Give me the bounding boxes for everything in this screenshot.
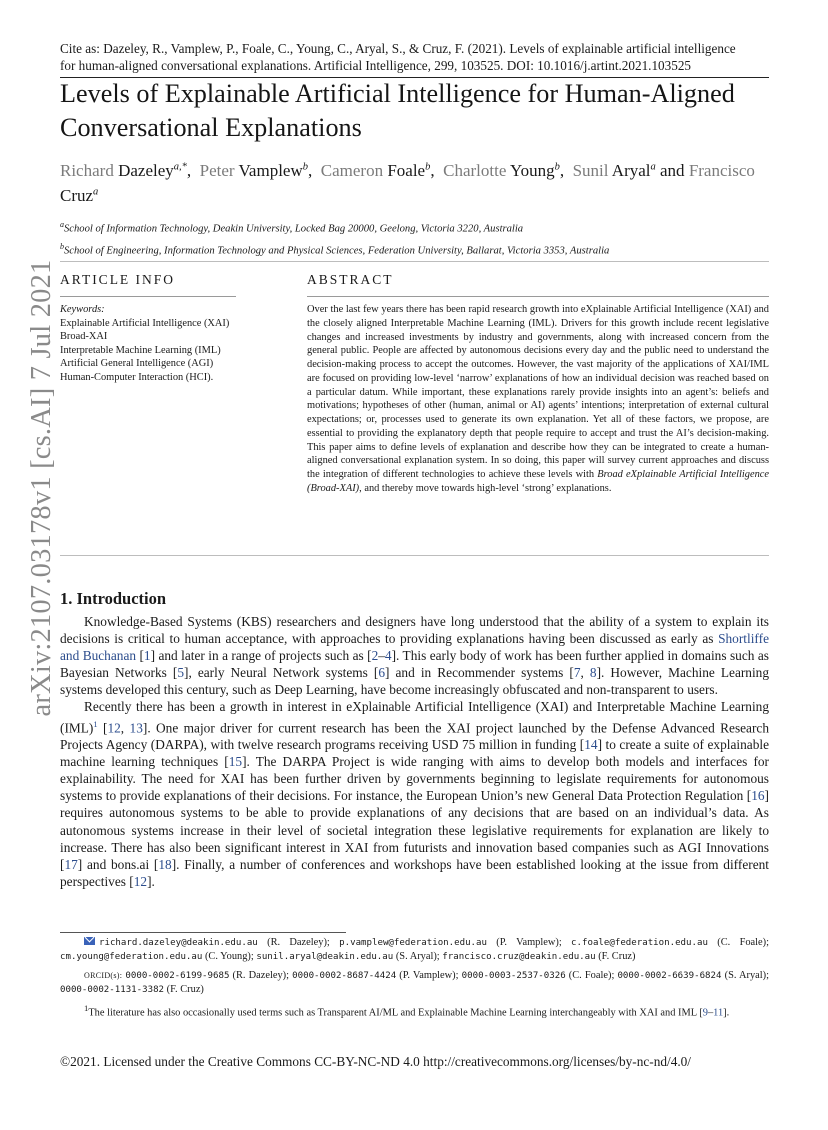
citation-note <box>60 41 770 74</box>
text-run: ] and in Recommender systems [ <box>385 665 574 681</box>
ref-link[interactable]: 12 <box>107 720 121 735</box>
citation-line-2: for human-aligned conversational explanations. Artificial Intelligence, 299, 103525. DOI: 10.1016/j.artint.2021.103525 <box>60 57 692 73</box>
text-run: ]. <box>147 873 155 889</box>
author-first-name: Sunil <box>572 160 609 180</box>
arxiv-stamp-text: arXiv:2107.03178v1 [cs.AI] 7 Jul 2021 <box>26 259 57 717</box>
text-run: , <box>120 720 130 735</box>
affiliation-mark: a <box>60 220 64 229</box>
text-run: – <box>707 1007 714 1019</box>
text-run: ]. Finally, a number of conferences and workshops have been established looking at the issue from different perspectives [ <box>60 856 769 889</box>
keyword-item: Broad-XAI <box>60 331 108 343</box>
keyword-item: Artificial General Intelligence (AGI) <box>60 358 214 370</box>
keyword-item: Explainable Artificial Intelligence (XAI) <box>60 317 230 329</box>
author-separator: , <box>308 160 321 180</box>
affiliation-mark: b <box>60 242 64 252</box>
author-affiliation-mark: b <box>554 161 560 172</box>
email-link[interactable]: p.vamplew@federation.edu.au <box>339 938 487 948</box>
email-owner: (P. Vamplew); <box>486 937 572 948</box>
text-run: [ <box>136 648 144 664</box>
email-owner: (R. Dazeley); <box>257 937 340 948</box>
author-affiliation-mark: b <box>425 161 431 172</box>
ref-link[interactable]: 18 <box>158 856 172 872</box>
ref-link[interactable]: 9 <box>702 1007 708 1019</box>
text-run: [ <box>97 720 108 735</box>
arxiv-stamp[interactable] <box>24 259 60 717</box>
footnote-link[interactable]: 1 <box>93 718 98 729</box>
header-divider <box>60 261 769 262</box>
orcid-id[interactable]: 0000-0002-6639-6824 <box>617 970 722 981</box>
ref-link[interactable]: 11 <box>713 1007 724 1019</box>
author-separator: , <box>186 160 200 180</box>
paragraph <box>60 613 769 698</box>
email-owner: (F. Cruz) <box>595 951 636 963</box>
author-first-name: Charlotte <box>443 160 507 180</box>
orcid-owner: (R. Dazeley); <box>229 969 293 981</box>
keywords-block <box>60 303 270 385</box>
author <box>200 161 321 180</box>
orcid-label: ORCID(s): <box>84 970 123 980</box>
author-affiliation-mark: a <box>650 161 656 172</box>
orcid-id[interactable]: 0000-0002-8687-4424 <box>292 970 397 981</box>
abstract-text-italic: Broad eXplainable Artificial Intelligence (Broad-XAI) <box>307 469 769 494</box>
license-note: ©2021. Licensed under the Creative Commons CC-BY-NC-ND 4.0 http://creativecommons.org/licenses/by-nc-nd/4.0/ <box>60 1054 692 1069</box>
orcid-owner: (F. Cruz) <box>164 984 204 996</box>
keyword-item: Human-Computer Interaction (HCI). <box>60 371 214 383</box>
author-first-name: Richard <box>60 160 114 180</box>
text-run: – <box>378 648 385 664</box>
paper-title: Levels of Explainable Artificial Intelligence for Human-Aligned Conversational Explanations <box>60 79 735 142</box>
affiliation-text: School of Information Technology, Deakin University, Locked Bag 20000, Geelong, Victoria 3220, Australia <box>64 223 524 235</box>
ref-link[interactable]: 7 <box>573 665 581 681</box>
abstract-divider <box>60 555 769 556</box>
orcid-owner: (C. Foale); <box>565 969 618 981</box>
author-first-name: Peter <box>199 160 235 180</box>
envelope-icon <box>84 937 95 945</box>
author-separator: , <box>559 160 573 180</box>
text-run: ] requires autonomous systems to be able to provide explanations of any decisions that are based on an individual’s data. As autonomous systems increase in their level of societal integration these legislative requirements for explanation are likely to increase. There has also been significant interest in XAI from futurists and innovation based companies such as AGI Innovations [ <box>60 788 769 872</box>
author-last-name: Vamplew <box>238 160 303 180</box>
paragraph <box>60 698 769 889</box>
ref-link[interactable]: 8 <box>589 665 597 681</box>
ref-link[interactable]: 1 <box>143 648 151 664</box>
orcid-id[interactable]: 0000-0002-1131-3382 <box>60 985 165 996</box>
ref-link[interactable]: 6 <box>378 665 386 681</box>
author-separator: , <box>430 160 444 180</box>
author-first-name: Cameron <box>320 160 384 180</box>
text-run: ]. One major driver for current research has been the XAI project launched by the Defense Advanced Research Projects Agency (DARPA), with twelve research programs receiving USD 75 million in funding [ <box>60 720 770 753</box>
author <box>60 161 200 180</box>
affiliation-text: School of Engineering, Information Technology and Physical Sciences, Federation University, Ballarat, Victoria 3353, Australia <box>64 245 610 257</box>
author-last-name: Foale <box>387 160 426 180</box>
footnote-1 <box>60 1002 769 1020</box>
introduction-body <box>60 613 769 890</box>
orcid-id[interactable]: 0000-0003-2537-0326 <box>461 970 566 981</box>
email-link[interactable]: sunil.aryal@deakin.edu.au <box>256 952 394 963</box>
text-run: ]. This early body of work has been further applied in domains such as Bayesian Networks [ <box>60 648 769 681</box>
abstract-text: Over the last few years there has been rapid research growth into eXplainable Artificial Intelligence (XAI) and the closely aligned Interpretable Machine Learning (IML). Drivers for this growth include recent legislative changes and increased investments by industry and governments, along with increased concern from the general public. People are affected by autonomous decisions every day and the public need to understand the decision-making process to accept the outcomes. However, the vast majority of the applications of XAI/IML are focused on providing low-level ‘narrow’ explanations of how an individual decision was reached based on a particular datum. While important, these explanations rarely provide insights into an agent’s: beliefs and motivations; hypotheses of other (human, animal or AI) agents’ intentions; interpretation of external cultural expectations; or, processes used to generate its own explanation. Yet all of these factors, we propose, are essential to providing the explanatory depth that people require to accept and trust the AI’s decision-making. This paper aims to define levels of explanation and describe how they can be integrated to create a human-aligned conversational explanation system. In so doing, this paper will survey current approaches and discuss the integration of different technologies to achieve these levels with <box>307 304 769 480</box>
affiliation-b <box>60 238 780 260</box>
author-list <box>60 156 780 206</box>
ref-link[interactable]: 15 <box>228 754 243 770</box>
author <box>573 161 689 180</box>
author-last-name: Dazeley <box>118 160 174 180</box>
author-affiliation-mark: a <box>93 186 99 198</box>
email-link[interactable]: c.foale@federation.edu.au <box>571 938 708 948</box>
email-owner: (S. Aryal); <box>393 951 443 963</box>
keywords-label: Keywords: <box>60 304 105 315</box>
text-run: Recently there has been a growth in interest in eXplainable Artificial Intelligence (XAI) and Interpretable Machine Learning (IML) <box>60 699 769 735</box>
ref-link[interactable]: 12 <box>133 873 148 889</box>
ref-link[interactable]: 13 <box>129 720 143 735</box>
footnotes <box>60 936 769 1024</box>
email-link[interactable]: cm.young@federation.edu.au <box>60 952 203 963</box>
email-link[interactable]: francisco.cruz@deakin.edu.au <box>442 952 596 963</box>
author-last-name: Young <box>510 160 555 180</box>
author <box>321 161 443 180</box>
abstract-heading: ABSTRACT <box>307 272 394 287</box>
abstract-rule <box>307 296 769 297</box>
ref-link[interactable]: 4 <box>384 648 392 664</box>
citation-link[interactable]: Shortliffe and Buchanan <box>60 631 769 664</box>
text-run: ]. The DARPA Project is wide ranging with aims to develop both models and interfaces for explainability. The need for XAI has been further driven by governments beginning to legislate requirements for autonomous systems to provide explanations of their decisions. For instance, the European Union’s new General Data Protection Regulation [ <box>60 754 770 804</box>
email-link[interactable]: richard.dazeley@deakin.edu.au <box>99 938 258 948</box>
text-run: ] and bons.ai [ <box>77 856 159 872</box>
article-info-heading: ARTICLE INFO <box>60 272 176 287</box>
orcid-owner: (S. Aryal); <box>721 969 769 981</box>
text-run: ]. <box>723 1007 730 1019</box>
text-run: ]. However, Machine Learning systems developed this century, such as Deep Learning, have become increasingly obfuscated and non-transparent to users. <box>60 665 770 698</box>
abstract-body <box>307 303 769 496</box>
text-run: ] and later in a range of projects such as [ <box>150 648 372 664</box>
section-heading: 1. Introduction <box>60 589 167 608</box>
keyword-item: Interpretable Machine Learning (IML) <box>60 344 221 356</box>
author <box>443 161 572 180</box>
footnote-mark: 1 <box>84 1002 89 1013</box>
author-affiliation-mark: a,* <box>173 161 187 172</box>
article-info-rule <box>60 296 236 297</box>
affiliation-a <box>60 216 780 238</box>
text-run: ], early Neural Network systems [ <box>184 665 379 681</box>
email-footnote <box>60 936 769 965</box>
footnote-rule <box>60 932 346 933</box>
ref-link[interactable]: 17 <box>64 856 78 872</box>
author-separator: and <box>655 160 689 180</box>
ref-link[interactable]: 5 <box>177 665 184 681</box>
text-run: , <box>580 665 590 681</box>
abstract-text-end: , and thereby move towards high-level ‘strong’ explanations. <box>359 482 612 494</box>
ref-link[interactable]: 2 <box>371 648 379 664</box>
text-run: The literature has also occasionally used terms such as Transparent AI/ML and Explainable Machine Learning interchangeably with XAI and IML [ <box>88 1007 703 1019</box>
orcid-footnote <box>60 969 769 998</box>
text-run: ] to create a suite of explainable machine learning techniques [ <box>60 737 770 770</box>
email-owner: (C. Young); <box>202 951 257 963</box>
affiliations <box>60 216 780 260</box>
author-last-name: Cruz <box>60 185 94 205</box>
citation-line-1: Cite as: Dazeley, R., Vamplew, P., Foale, C., Young, C., Aryal, S., & Cruz, F. (2021). Levels of explainable artificial intelligence <box>60 41 736 56</box>
ref-link[interactable]: 14 <box>584 737 598 753</box>
author-affiliation-mark: b <box>302 161 308 172</box>
email-owner: (C. Foale); <box>707 937 769 948</box>
orcid-owner: (P. Vamplew); <box>396 969 462 981</box>
author-last-name: Aryal <box>611 160 651 180</box>
ref-link[interactable]: 16 <box>751 788 765 804</box>
text-run: Knowledge-Based Systems (KBS) researchers and designers have long understood that the ability of a system to explain its decisions is critical to human acceptance, with approaches to providing explanations having been discussed as early as <box>60 614 769 647</box>
author-first-name: Francisco <box>688 160 755 180</box>
orcid-id[interactable]: 0000-0002-6199-9685 <box>125 970 230 981</box>
